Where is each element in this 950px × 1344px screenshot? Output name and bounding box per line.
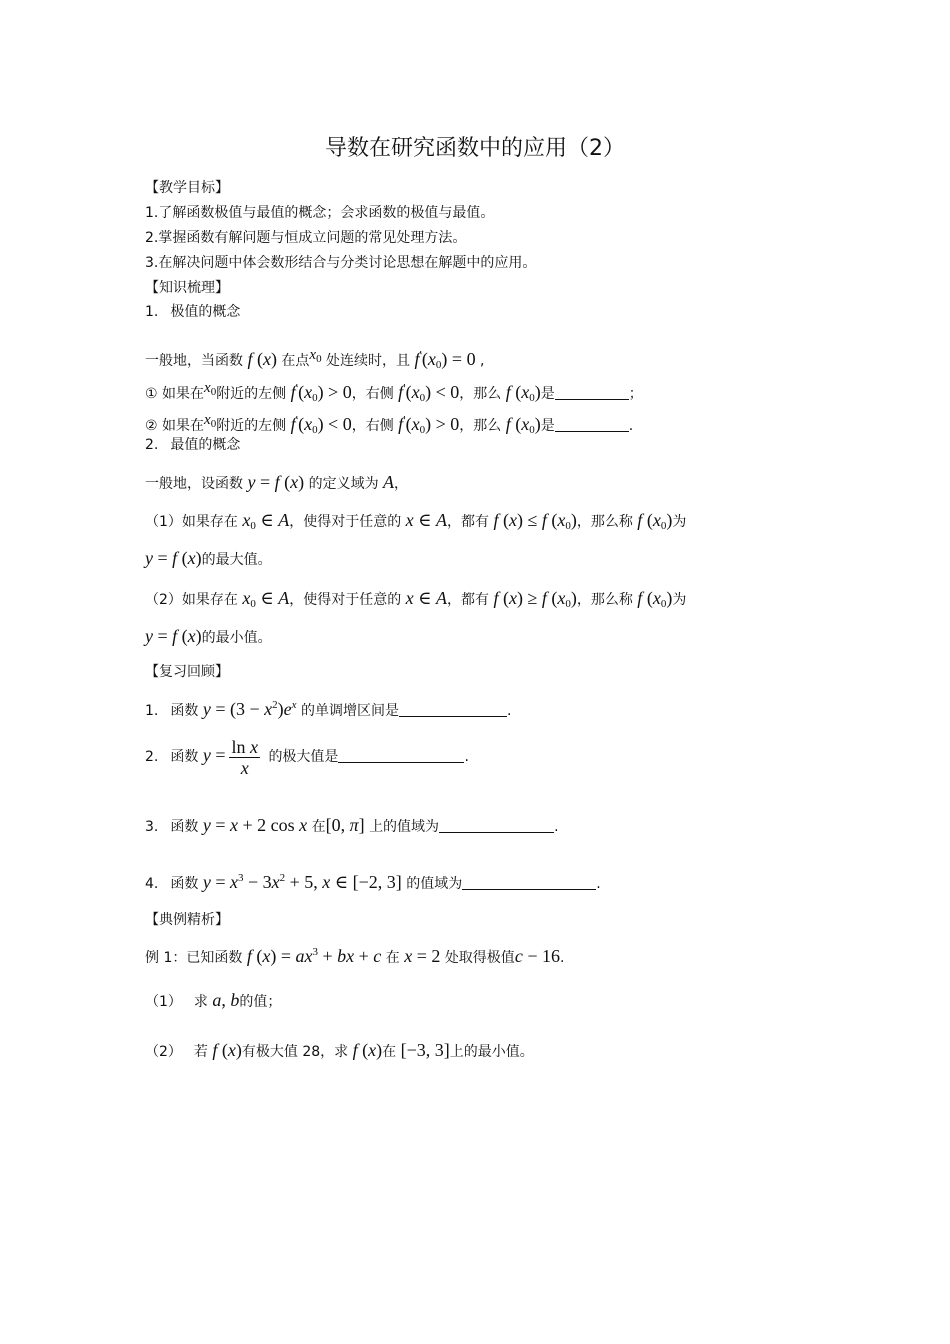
review-item-1: 1. 函数 $y = (3 - x^2)e^x$ 的单调增区间是 . (145, 699, 512, 719)
k2-max-line-1: （1）如果存在 $x_0$ ∈ A，使得对于任意的 x ∈ A，都有 f (x) ≤ f $(x_0)$，那么称 f $(x_0)$为 (145, 510, 687, 532)
example-1: 例 1：已知函数 f $(x) = ax^3$ + bx + c 在 x = 2 处取得极值c − 16. (145, 946, 565, 966)
blank-3 (399, 702, 507, 717)
k2-max-line-2: y = f (x)的最大值。 (145, 548, 272, 568)
review-item-2: 2. 函数 y = $\frac{\text{ln x}}{x}$ 的极大值是 . (145, 736, 469, 778)
page-title: 导数在研究函数中的应用（2） (325, 136, 625, 161)
review-item-3: 3. 函数 y = x + 2 cos x 在[0, π] 上的值域为 . (145, 815, 559, 835)
review-item-4: 4. 函数 $y = x^3 - 3x^2 + 5$, x ∈ [−2, 3] 的值域为 . (145, 872, 601, 892)
k2-min-line-2: y = f (x)的最小值。 (145, 626, 272, 646)
goal-3: 3.在解决问题中体会数形结合与分类讨论思想在解题中的应用。 (145, 255, 537, 271)
k1-case-2: ② 如果在$x_0$附近的左侧 $f'(x_0) < 0$，右侧 $f'(x_0) > 0$，那么 f $(x_0)$是 . (145, 412, 634, 436)
blank-6 (462, 875, 596, 890)
k1-intro: 一般地，当函数 f (x) 在点$x_0$ 处连续时，且 $f'(x_0) = 0$ , (145, 347, 485, 371)
k1-heading: 1. 极值的概念 (145, 304, 241, 320)
k2-heading: 2. 最值的概念 (145, 437, 241, 453)
blank-1 (555, 385, 629, 400)
goal-2: 2.掌握函数有解问题与恒成立问题的常见处理方法。 (145, 230, 467, 246)
k2-min-line-1: （2）如果存在 $x_0$ ∈ A，使得对于任意的 x ∈ A，都有 f (x) ≥ f $(x_0)$，那么称 f $(x_0)$为 (145, 588, 687, 610)
section-goals: 【教学目标】 (145, 180, 229, 196)
blank-4 (338, 748, 464, 763)
example-1-question-2: （2） 若 f (x)有极大值 28，求 f (x)在 [−3, 3]上的最小值。 (145, 1040, 534, 1060)
goal-1: 1.了解函数极值与最值的概念；会求函数的极值与最值。 (145, 205, 495, 221)
section-examples: 【典例精析】 (145, 912, 229, 928)
section-knowledge: 【知识梳理】 (145, 280, 229, 296)
section-review: 【复习回顾】 (145, 664, 229, 680)
blank-2 (555, 417, 629, 432)
k1-case-1: ① 如果在$x_0$附近的左侧 $f'(x_0) > 0$，右侧 $f'(x_0) < 0$，那么 f $(x_0)$是 ； (145, 380, 643, 404)
example-1-question-1: （1） 求 a, b的值； (145, 990, 282, 1010)
k2-intro: 一般地，设函数 y = f (x) 的定义域为 A， (145, 472, 409, 492)
blank-5 (439, 818, 554, 833)
